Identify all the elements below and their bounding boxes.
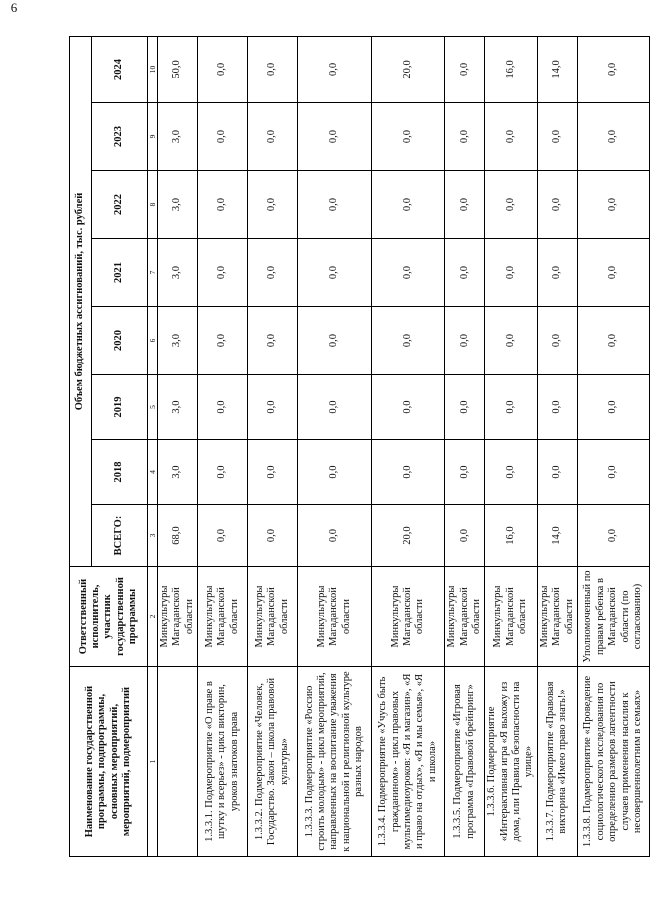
row-value: 0,0: [248, 375, 298, 440]
row-name: 1.3.3.5. Подмероприятие «Игровая программа «Правовой брейнринг»: [445, 667, 485, 857]
row-value: 0,0: [198, 375, 248, 440]
row-value: 0,0: [577, 171, 649, 239]
row-value: 0,0: [485, 103, 538, 171]
row-value: 0,0: [298, 171, 372, 239]
row-value: 0,0: [298, 307, 372, 375]
budget-table: [69, 36, 650, 857]
row-value: 14,0: [537, 505, 577, 567]
row-value: 0,0: [445, 171, 485, 239]
header-year: 2020: [92, 307, 148, 375]
row-value: 0,0: [198, 171, 248, 239]
row-value: 0,0: [537, 375, 577, 440]
column-number: 2: [148, 567, 158, 667]
header-year: 2021: [92, 239, 148, 307]
row-value: 0,0: [298, 505, 372, 567]
row-value: 0,0: [445, 307, 485, 375]
table-row: [445, 36, 485, 856]
row-value: 0,0: [577, 375, 649, 440]
table-row: [537, 36, 577, 856]
table-row: [577, 36, 649, 856]
header-year: 2023: [92, 103, 148, 171]
row-value: 0,0: [537, 307, 577, 375]
row-value: 0,0: [445, 505, 485, 567]
row-value: 14,0: [537, 36, 577, 102]
row-value: 16,0: [485, 36, 538, 102]
table-row: [372, 36, 445, 856]
row-value: 0,0: [198, 505, 248, 567]
row-value: 0,0: [577, 307, 649, 375]
row-value: 3,0: [158, 103, 198, 171]
row-value: 20,0: [372, 505, 445, 567]
row-value: 0,0: [248, 505, 298, 567]
page-number: 6: [10, 0, 18, 15]
row-responsible: Минкультуры Магаданской области: [198, 567, 248, 667]
row-value: 0,0: [198, 103, 248, 171]
row-responsible: Минкультуры Магаданской области: [537, 567, 577, 667]
column-number: 9: [148, 103, 158, 171]
row-name: 1.3.3.8. Подмероприятие «Проведение социологического исследования по определению размеров латентности случаев применения насилия к несовершеннолетним в семьях»: [577, 667, 649, 857]
header-year: 2019: [92, 375, 148, 440]
column-number: 5: [148, 375, 158, 440]
row-value: 0,0: [445, 36, 485, 102]
row-value: 3,0: [158, 440, 198, 505]
column-number: 1: [148, 667, 158, 857]
row-name: 1.3.3.7. Подмероприятие «Правовая викторина «Имею право знать!»: [537, 667, 577, 857]
row-value: 0,0: [537, 103, 577, 171]
row-value: 0,0: [577, 103, 649, 171]
row-value: 0,0: [248, 171, 298, 239]
row-value: 0,0: [485, 375, 538, 440]
row-responsible: Минкультуры Магаданской области: [445, 567, 485, 667]
row-value: 3,0: [158, 239, 198, 307]
row-value: 0,0: [198, 440, 248, 505]
row-value: 3,0: [158, 375, 198, 440]
row-value: 0,0: [372, 307, 445, 375]
row-value: 0,0: [577, 239, 649, 307]
row-value: 0,0: [445, 103, 485, 171]
column-number: 7: [148, 239, 158, 307]
row-value: 0,0: [372, 375, 445, 440]
row-value: 0,0: [248, 307, 298, 375]
row-responsible: Уполномоченный по правам ребенка в Магаданской области (по согласованию): [577, 567, 649, 667]
table-row: [198, 36, 248, 856]
row-value: 3,0: [158, 171, 198, 239]
row-value: 0,0: [198, 36, 248, 102]
rotated-table-container: [69, 37, 643, 857]
row-name: 1.3.3.4. Подмероприятие «Учусь быть гражданином» - цикл правовых мультимедиоуроков: «Я и магазин», «Я и право на отдых», «Я и мы семья», «Я и школа»: [372, 667, 445, 857]
column-number: 6: [148, 307, 158, 375]
row-value: 0,0: [445, 375, 485, 440]
header-year: 2018: [92, 440, 148, 505]
row-responsible: Минкультуры Магаданской области: [158, 567, 198, 667]
row-value: 0,0: [577, 505, 649, 567]
row-value: 0,0: [198, 239, 248, 307]
column-number: 8: [148, 171, 158, 239]
row-value: 0,0: [537, 239, 577, 307]
row-value: 0,0: [372, 440, 445, 505]
header-responsible: Ответственный исполнитель, участник государственной программы: [70, 567, 148, 667]
row-value: 0,0: [298, 440, 372, 505]
row-value: 0,0: [298, 103, 372, 171]
row-value: 0,0: [298, 375, 372, 440]
row-value: 0,0: [248, 239, 298, 307]
row-name: 1.3.3.6. Подмероприятие «Интерактивная игра «Я выхожу из дома, или Правила безопасности на улице»: [485, 667, 538, 857]
row-value: 20,0: [372, 36, 445, 102]
row-value: 0,0: [298, 36, 372, 102]
row-responsible: Минкультуры Магаданской области: [248, 567, 298, 667]
table-row: [248, 36, 298, 856]
row-value: 3,0: [158, 307, 198, 375]
row-value: 0,0: [248, 440, 298, 505]
row-value: 0,0: [485, 171, 538, 239]
row-value: 0,0: [485, 307, 538, 375]
row-value: 50,0: [158, 36, 198, 102]
header-year: 2022: [92, 171, 148, 239]
column-number: 4: [148, 440, 158, 505]
row-value: 16,0: [485, 505, 538, 567]
row-name: 1.3.3.2. Подмероприятие «Человек, Государство. Закон – школа правовой культуры»: [248, 667, 298, 857]
row-value: 0,0: [485, 440, 538, 505]
table-row: [158, 36, 198, 856]
row-value: 0,0: [445, 440, 485, 505]
row-responsible: Минкультуры Магаданской области: [298, 567, 372, 667]
row-value: 0,0: [485, 239, 538, 307]
row-value: 0,0: [445, 239, 485, 307]
row-value: 0,0: [372, 239, 445, 307]
row-value: 0,0: [537, 171, 577, 239]
column-number: 3: [148, 505, 158, 567]
row-value: 0,0: [372, 103, 445, 171]
header-year: 2024: [92, 36, 148, 102]
row-value: 0,0: [577, 36, 649, 102]
row-value: 0,0: [577, 440, 649, 505]
row-value: 68,0: [158, 505, 198, 567]
column-number: 10: [148, 36, 158, 102]
header-name: Наименование государственной программы, подпрограммы, основных мероприятий, мероприятий, подмероприятий: [70, 667, 148, 857]
row-name: [158, 667, 198, 857]
row-responsible: Минкультуры Магаданской области: [485, 567, 538, 667]
row-name: 1.3.3.3. Подмероприятие «Россию строить молодым» - цикл мероприятий, направленных на воспитание уважения к национальной и религиозной культуре разных народов: [298, 667, 372, 857]
row-responsible: Минкультуры Магаданской области: [372, 567, 445, 667]
row-name: 1.3.3.1. Подмероприятие «О праве в шутку и всерьез» - цикл викторин, уроков знатоков права: [198, 667, 248, 857]
table-row: [485, 36, 538, 856]
row-value: 0,0: [298, 239, 372, 307]
table-row: [298, 36, 372, 856]
row-value: 0,0: [248, 36, 298, 102]
header-total: ВСЕГО:: [92, 505, 148, 567]
header-budget: Объем бюджетных ассигнований, тыс. рублей: [70, 36, 92, 566]
row-value: 0,0: [537, 440, 577, 505]
row-value: 0,0: [372, 171, 445, 239]
row-value: 0,0: [248, 103, 298, 171]
row-value: 0,0: [198, 307, 248, 375]
